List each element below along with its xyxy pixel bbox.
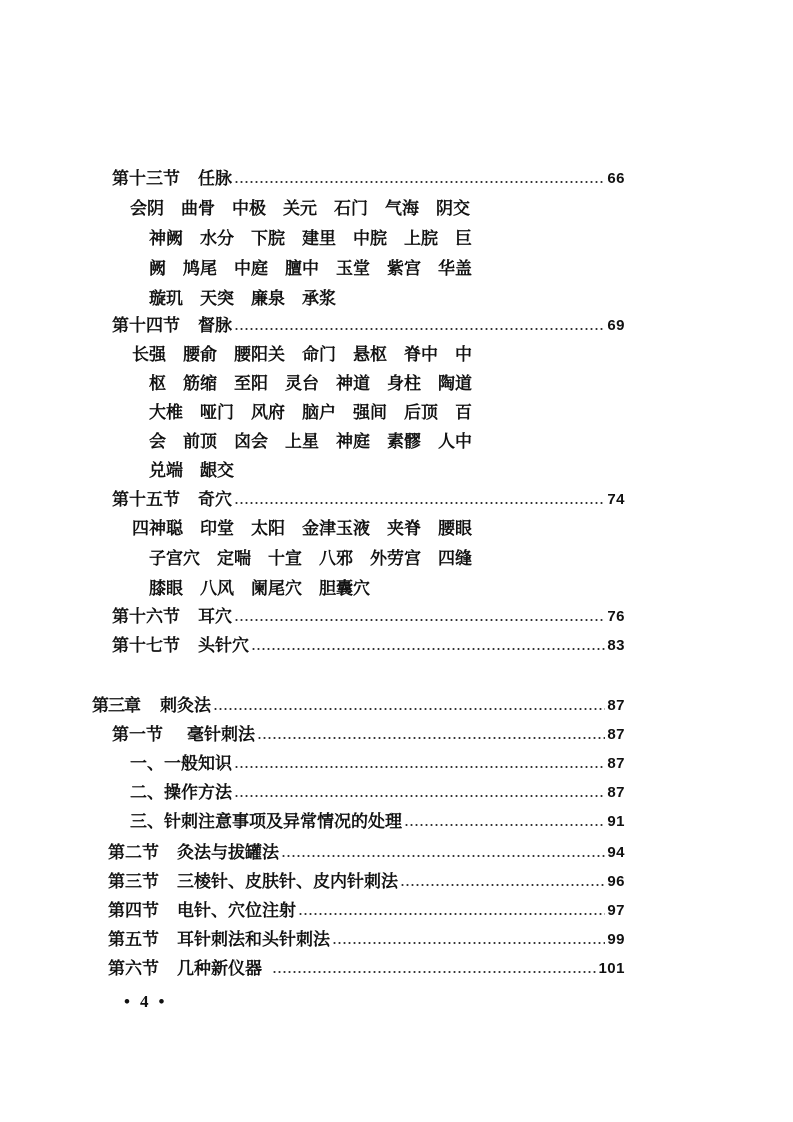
acupoint: 八风 [200,579,234,599]
section-title: 头针穴 [198,636,249,656]
section-label: 第一节 [112,725,163,745]
subsection-title: 三、针刺注意事项及异常情况的处理 [130,812,402,832]
page-number: 87 [607,726,625,743]
toc-entry-section-14[interactable] [112,313,625,339]
dot-leader [234,766,605,768]
acupoint: 八邪 [319,549,353,569]
toc-entry-section-15[interactable] [112,487,625,513]
acupoint: 风府 [251,403,285,423]
acupoint-list-line [149,458,251,484]
acupoint: 腰俞 [183,345,217,365]
page-number: 87 [607,784,625,801]
section-title: 毫针刺法 [187,725,255,745]
acupoint: 气海 [385,199,419,219]
chapter-title: 刺灸法 [160,696,211,716]
page-number: 69 [607,317,625,334]
acupoint: 中庭 [234,259,268,279]
acupoint: 金津玉液 [302,519,370,539]
section-title: 几种新仪器 [177,959,262,979]
section-title: 督脉 [198,316,232,336]
acupoint: 建里 [302,229,336,249]
toc-entry-ch3-section-4[interactable] [108,898,625,924]
section-label: 第十六节 [112,607,180,627]
acupoint: 腰阳关 [234,345,285,365]
dot-leader [332,942,605,944]
acupoint: 神阙 [149,229,183,249]
section-title: 电针、穴位注射 [177,901,296,921]
acupoint-list-line [149,429,489,455]
acupoint: 上脘 [404,229,438,249]
dot-leader [234,328,605,330]
dot-leader [281,855,605,857]
acupoint: 鸠尾 [183,259,217,279]
acupoint: 廉泉 [251,289,285,309]
subsection-title: 一、一般知识 [130,754,232,774]
acupoint: 胆囊穴 [319,579,370,599]
acupoint: 石门 [334,199,368,219]
acupoint: 身柱 [387,374,421,394]
acupoint: 龈交 [200,461,234,481]
page-number: 101 [598,960,625,977]
toc-entry-section-17[interactable] [112,633,625,659]
acupoint-list-line [132,342,489,368]
acupoint: 陶道 [438,374,472,394]
acupoint: 上星 [285,432,319,452]
toc-entry-ch3-s1-item-1[interactable] [130,751,625,777]
acupoint: 素髎 [387,432,421,452]
acupoint: 水分 [200,229,234,249]
acupoint: 玉堂 [336,259,370,279]
section-label: 第十七节 [112,636,180,656]
chapter-label: 第三章 [92,696,140,716]
acupoint: 中脘 [353,229,387,249]
acupoint-list-line [149,400,489,426]
acupoint: 哑门 [200,403,234,423]
acupoint: 灵台 [285,374,319,394]
dot-leader [272,971,596,973]
dot-leader [400,884,605,886]
section-label: 第十四节 [112,316,180,336]
toc-entry-ch3-s1-item-2[interactable] [130,780,625,806]
acupoint: 四神聪 [132,519,183,539]
toc-entry-ch3-section-1[interactable] [112,722,625,748]
acupoint: 会 [149,432,166,452]
acupoint: 太阳 [251,519,285,539]
acupoint: 阙 [149,259,166,279]
dot-leader [404,824,605,826]
acupoint: 后顶 [404,403,438,423]
dot-leader [298,913,605,915]
dot-leader [234,619,605,621]
acupoint-list-line [149,546,489,572]
toc-entry-section-13[interactable] [112,166,625,192]
acupoint: 脊中 [404,345,438,365]
page-folio [114,992,174,1012]
acupoint: 枢 [149,374,166,394]
section-title: 任脉 [198,169,232,189]
acupoint-list-line [149,371,489,397]
acupoint: 曲骨 [181,199,215,219]
section-title: 灸法与拔罐法 [177,843,279,863]
page-number: 66 [607,170,625,187]
acupoint: 四缝 [438,549,472,569]
page-number: 94 [607,844,625,861]
acupoint: 定喘 [217,549,251,569]
section-title: 耳穴 [198,607,232,627]
page-number: 76 [607,608,625,625]
acupoint: 大椎 [149,403,183,423]
section-title: 三棱针、皮肤针、皮内针刺法 [177,872,398,892]
section-label: 第十三节 [112,169,180,189]
acupoint-list-line [149,256,489,282]
acupoint: 神庭 [336,432,370,452]
acupoint-list-line [149,576,387,602]
acupoint: 承浆 [302,289,336,309]
acupoint: 腰眼 [438,519,472,539]
dot-leader [257,737,605,739]
section-label: 第五节 [108,930,159,950]
section-label: 第三节 [108,872,159,892]
acupoint: 十宣 [268,549,302,569]
section-label: 第十五节 [112,490,180,510]
acupoint: 命门 [302,345,336,365]
acupoint-list-line [149,286,353,312]
section-title: 奇穴 [198,490,232,510]
acupoint: 中 [455,345,472,365]
acupoint: 膻中 [285,259,319,279]
page-number: 83 [607,637,625,654]
page-number: 74 [607,491,625,508]
page-number: 87 [607,755,625,772]
acupoint: 巨 [455,229,472,249]
toc-entry-ch3-section-3[interactable] [108,869,625,895]
acupoint: 神道 [336,374,370,394]
dot-leader [234,795,605,797]
section-label: 第四节 [108,901,159,921]
acupoint: 下脘 [251,229,285,249]
acupoint: 膝眼 [149,579,183,599]
toc-entry-section-16[interactable] [112,604,625,630]
acupoint: 紫宫 [387,259,421,279]
acupoint: 阑尾穴 [251,579,302,599]
dot-leader [213,708,605,710]
acupoint: 中极 [232,199,266,219]
folio-number: 4 [139,992,149,1011]
bullet-icon: • [158,992,165,1011]
acupoint: 兑端 [149,461,183,481]
acupoint: 外劳宫 [370,549,421,569]
acupoint: 华盖 [438,259,472,279]
section-label: 第二节 [108,843,159,863]
acupoint: 脑户 [302,403,336,423]
dot-leader [234,502,605,504]
acupoint: 囟会 [234,432,268,452]
page-number: 96 [607,873,625,890]
page-number: 87 [607,697,625,714]
acupoint: 夹脊 [387,519,421,539]
acupoint: 强间 [353,403,387,423]
toc-entry-ch3-section-2[interactable] [108,840,625,866]
section-label: 第六节 [108,959,159,979]
acupoint: 璇玑 [149,289,183,309]
acupoint-list-line [130,196,487,222]
acupoint: 关元 [283,199,317,219]
toc-entry-chapter-3[interactable] [92,693,625,719]
toc-entry-ch3-s1-item-3[interactable] [130,809,625,835]
acupoint-list-line [132,516,489,542]
acupoint: 天突 [200,289,234,309]
page-number: 91 [607,813,625,830]
acupoint: 印堂 [200,519,234,539]
page-number: 99 [607,931,625,948]
bullet-icon: • [124,992,130,1011]
acupoint: 筋缩 [183,374,217,394]
acupoint: 长强 [132,345,166,365]
page-number: 97 [607,902,625,919]
acupoint: 会阴 [130,199,164,219]
acupoint: 子宫穴 [149,549,200,569]
toc-entry-ch3-section-6[interactable] [108,956,625,982]
dot-leader [234,181,605,183]
acupoint-list-line [149,226,489,252]
acupoint: 至阳 [234,374,268,394]
toc-entry-ch3-section-5[interactable] [108,927,625,953]
acupoint: 阴交 [436,199,470,219]
dot-leader [251,648,605,650]
acupoint: 百 [455,403,472,423]
subsection-title: 二、操作方法 [130,783,232,803]
acupoint: 人中 [438,432,472,452]
acupoint: 悬枢 [353,345,387,365]
acupoint: 前顶 [183,432,217,452]
section-title: 耳针刺法和头针刺法 [177,930,330,950]
